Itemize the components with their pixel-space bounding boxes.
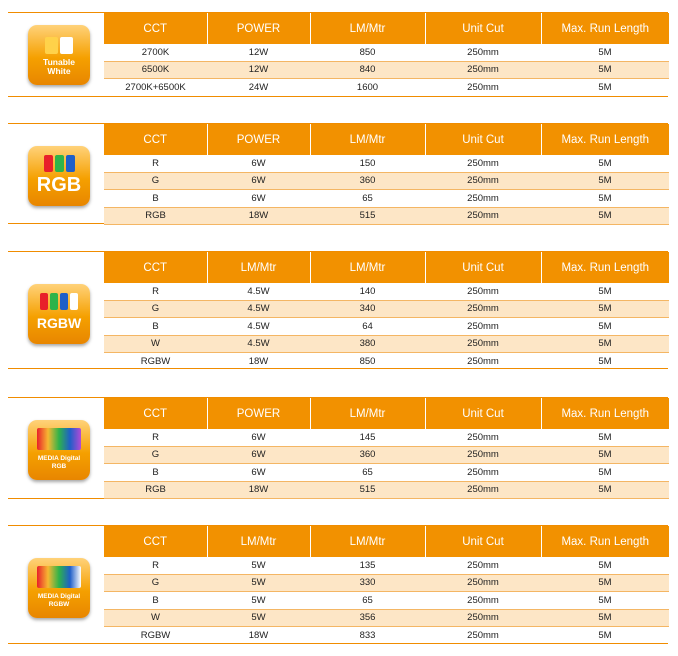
table-cell: RGB [104, 207, 207, 225]
table-cell: 12W [207, 61, 310, 79]
table-row [104, 155, 669, 172]
table-cell: 18W [248, 629, 269, 641]
table-cell: 5M [598, 466, 612, 478]
table-cell: R [152, 285, 159, 297]
table-row [104, 481, 669, 499]
table-cell: 250mm [467, 629, 499, 641]
table-cell: 5M [598, 559, 612, 571]
table-header-row [104, 124, 669, 155]
table-row [104, 61, 669, 79]
table-row [104, 207, 669, 225]
table-row [104, 557, 669, 574]
table-cell: 250mm [425, 481, 541, 499]
table-cell: 850 [359, 355, 376, 367]
table-cell: B [152, 192, 159, 204]
table-cell: 6W [251, 466, 266, 478]
cool-white-bar [60, 37, 73, 54]
table-cell: 5W [207, 609, 310, 627]
table-cell: 250mm [467, 157, 499, 169]
table-cell: R [152, 431, 159, 443]
table-cell: RGBW [140, 629, 171, 641]
table-cell: 5M [598, 594, 612, 606]
column-header: LM/Mtr [310, 398, 425, 429]
table-cell: 140 [359, 285, 376, 297]
table-cell: 360 [310, 172, 425, 190]
white-bar [70, 293, 78, 310]
table-cell: 360 [310, 446, 425, 464]
spec-section-tunable-white [8, 12, 668, 97]
table-cell: 4.5W [207, 335, 310, 353]
column-header: Max. Run Length [541, 252, 669, 283]
table-cell: 340 [310, 300, 425, 318]
table-row [104, 79, 669, 96]
table-cell: 6W [251, 192, 266, 204]
table-cell: 5M [541, 61, 669, 79]
table-row [104, 283, 669, 300]
table-cell: 330 [310, 574, 425, 592]
spec-table [104, 398, 669, 499]
table-cell: 250mm [467, 81, 499, 93]
table-row [104, 172, 669, 190]
spec-section-media-digital-rgbw [8, 525, 668, 644]
spec-table [104, 124, 669, 225]
column-header: CCT [104, 124, 207, 155]
table-cell: 250mm [467, 192, 499, 204]
table-cell: 2700K+6500K [125, 81, 186, 93]
table-cell: 18W [248, 355, 269, 367]
red-bar [44, 155, 53, 172]
table-row [104, 627, 669, 644]
column-header: CCT [104, 398, 207, 429]
table-cell: W [104, 609, 207, 627]
table-cell: 65 [362, 192, 373, 204]
table-cell: R [152, 559, 159, 571]
column-header: POWER [207, 13, 310, 44]
table-cell: 250mm [425, 446, 541, 464]
column-header: Max. Run Length [541, 398, 669, 429]
column-header: LM/Mtr [310, 124, 425, 155]
table-cell: 150 [359, 157, 376, 169]
table-row [104, 318, 669, 336]
column-header: Unit Cut [425, 124, 541, 155]
column-header: LM/Mtr [310, 13, 425, 44]
column-header: Max. Run Length [541, 13, 669, 44]
table-cell: 5M [598, 192, 612, 204]
table-cell: G [104, 172, 207, 190]
tunable-white-icon [28, 25, 90, 85]
table-cell: 24W [248, 81, 269, 93]
table-cell: 5W [251, 594, 266, 606]
table-cell: 250mm [467, 46, 499, 58]
table-cell: 5M [598, 81, 612, 93]
rgbw-gradient-bar [37, 566, 81, 588]
table-header-row [104, 526, 669, 557]
table-cell: 18W [207, 207, 310, 225]
table-row [104, 300, 669, 318]
column-header: LM/Mtr [207, 252, 310, 283]
column-header: CCT [104, 526, 207, 557]
table-cell: G [104, 574, 207, 592]
table-cell: 250mm [425, 609, 541, 627]
column-header: LM/Mtr [207, 526, 310, 557]
table-cell: 5M [598, 355, 612, 367]
icon-label: RGB [36, 174, 82, 196]
column-header: Unit Cut [425, 252, 541, 283]
warm-white-bar [45, 37, 58, 54]
table-row [104, 44, 669, 61]
table-cell: 5M [541, 609, 669, 627]
table-cell: 6W [207, 172, 310, 190]
icon-label-line: White [47, 66, 71, 76]
table-cell: 356 [310, 609, 425, 627]
table-cell: 250mm [425, 335, 541, 353]
table-cell: 5M [598, 431, 612, 443]
blue-bar [60, 293, 68, 310]
icon-label-line: MEDIA Digital [37, 455, 81, 462]
table-cell: 250mm [467, 466, 499, 478]
table-cell: RGBW [140, 355, 171, 367]
table-cell: 250mm [425, 207, 541, 225]
table-cell: G [104, 300, 207, 318]
spec-section-media-digital-rgb [8, 397, 668, 499]
table-header-row [104, 13, 669, 44]
table-cell: 5M [541, 574, 669, 592]
table-cell: RGB [104, 481, 207, 499]
column-header: LM/Mtr [310, 526, 425, 557]
table-cell: 145 [359, 431, 376, 443]
table-cell: 5M [541, 300, 669, 318]
table-cell: G [104, 446, 207, 464]
table-cell: 250mm [467, 320, 499, 332]
table-row [104, 335, 669, 353]
table-cell: 250mm [425, 172, 541, 190]
table-cell: 380 [310, 335, 425, 353]
table-row [104, 190, 669, 208]
spec-table [104, 526, 669, 644]
table-cell: 250mm [467, 559, 499, 571]
table-row [104, 592, 669, 610]
red-bar [40, 293, 48, 310]
table-row [104, 429, 669, 446]
table-cell: 250mm [467, 285, 499, 297]
column-header: POWER [207, 124, 310, 155]
table-row [104, 353, 669, 370]
table-cell: 5M [541, 446, 669, 464]
icon-label-line: RGBW [48, 601, 70, 608]
table-cell: 6500K [104, 61, 207, 79]
table-cell: 850 [359, 46, 376, 58]
table-cell: 250mm [425, 574, 541, 592]
table-cell: R [152, 157, 159, 169]
rgb-gradient-bar [37, 428, 81, 450]
column-header: Unit Cut [425, 526, 541, 557]
green-bar [55, 155, 64, 172]
spec-table [104, 252, 669, 370]
table-row [104, 464, 669, 482]
table-cell: 5M [541, 172, 669, 190]
table-cell: 5W [251, 559, 266, 571]
table-cell: 18W [207, 481, 310, 499]
table-cell: 5M [598, 157, 612, 169]
table-cell: 65 [362, 466, 373, 478]
table-cell: 65 [362, 594, 373, 606]
table-cell: 5M [598, 629, 612, 641]
column-header: CCT [104, 252, 207, 283]
column-header: CCT [104, 13, 207, 44]
icon-label-line: Tunable [43, 57, 75, 67]
icon-label: RGBW [36, 315, 82, 331]
table-cell: 250mm [425, 61, 541, 79]
table-cell: B [152, 320, 159, 332]
table-cell: 1600 [356, 81, 379, 93]
table-cell: 250mm [467, 594, 499, 606]
table-cell: 6W [251, 157, 266, 169]
table-cell: 833 [359, 629, 376, 641]
table-cell: 4.5W [247, 320, 270, 332]
table-cell: 4.5W [207, 300, 310, 318]
column-header: Max. Run Length [541, 526, 669, 557]
table-cell: 5M [541, 335, 669, 353]
table-cell: 6W [251, 431, 266, 443]
column-header: POWER [207, 398, 310, 429]
icon-label-line: MEDIA Digital [37, 593, 81, 600]
table-cell: 5M [598, 46, 612, 58]
column-header: Max. Run Length [541, 124, 669, 155]
spec-table [104, 13, 669, 96]
table-cell: 2700K [141, 46, 170, 58]
media-digital-rgbw-icon [28, 558, 90, 618]
table-header-row [104, 398, 669, 429]
table-row [104, 609, 669, 627]
table-cell: 5M [541, 481, 669, 499]
table-cell: 5M [598, 285, 612, 297]
table-cell: 64 [362, 320, 373, 332]
table-cell: 5M [598, 320, 612, 332]
blue-bar [66, 155, 75, 172]
rgb-icon [28, 146, 90, 206]
column-header: Unit Cut [425, 13, 541, 44]
rgbw-icon [28, 284, 90, 344]
column-header: Unit Cut [425, 398, 541, 429]
table-cell: 250mm [467, 431, 499, 443]
table-cell: 515 [310, 481, 425, 499]
table-row [104, 446, 669, 464]
table-cell: W [104, 335, 207, 353]
table-cell: 515 [310, 207, 425, 225]
table-cell: 5M [541, 207, 669, 225]
table-cell: 135 [359, 559, 376, 571]
table-header-row [104, 252, 669, 283]
table-cell: 840 [310, 61, 425, 79]
green-bar [50, 293, 58, 310]
table-row [104, 574, 669, 592]
icon-label-line: RGB [51, 463, 67, 470]
table-cell: 6W [207, 446, 310, 464]
table-cell: 5W [207, 574, 310, 592]
column-header: LM/Mtr [310, 252, 425, 283]
table-cell: 250mm [467, 355, 499, 367]
spec-section-rgb [8, 123, 668, 224]
table-cell: 12W [248, 46, 269, 58]
media-digital-rgb-icon [28, 420, 90, 480]
table-cell: 4.5W [247, 285, 270, 297]
table-cell: 250mm [425, 300, 541, 318]
spec-section-rgbw [8, 251, 668, 369]
table-cell: B [152, 466, 159, 478]
table-cell: B [152, 594, 159, 606]
